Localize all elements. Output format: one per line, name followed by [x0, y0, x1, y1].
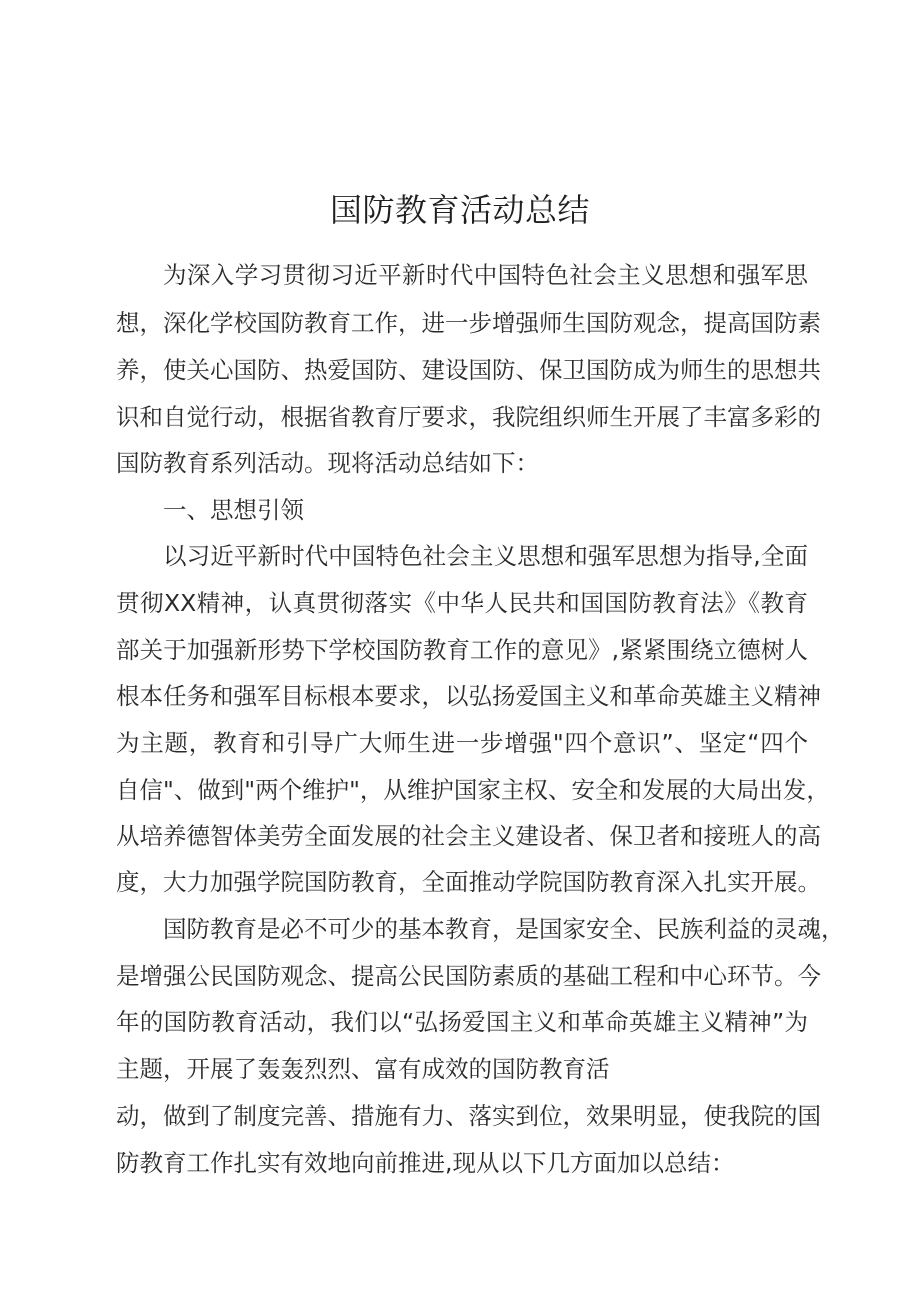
paragraph-line: 动，做到了制度完善、措施有力、落实到位，效果明显，使我院的国	[116, 1102, 821, 1130]
paragraph-line: 是增强公民国防观念、提高公民国防素质的基础工程和中心环节。今	[116, 962, 821, 990]
paragraph-line: 主题，开展了轰轰烈烈、富有成效的国防教育活	[116, 1055, 610, 1083]
paragraph-line: 贯彻XX精神，认真贯彻落实《中华人民共和国国防教育法》《教育	[116, 589, 808, 617]
paragraph-line: 从培养德智体美劳全面发展的社会主义建设者、保卫者和接班人的高	[116, 822, 821, 850]
paragraph-line: 防教育工作扎实有效地向前推进,现从以下几方面加以总结：	[116, 1149, 735, 1177]
section-heading: 一、思想引领	[163, 496, 304, 524]
paragraph-line: 根本任务和强军目标根本要求，以弘扬爱国主义和革命英雄主义精神	[116, 682, 821, 710]
paragraph-line: 年的国防教育活动，我们以“弘扬爱国主义和革命英雄主义精神”为	[116, 1008, 808, 1036]
paragraph-line: 为主题，教育和引导广大师生进一步增强"四个意识”、坚定“四个	[116, 729, 808, 757]
paragraph-line: 识和自觉行动，根据省教育厅要求，我院组织师生开展了丰富多彩的	[116, 403, 821, 431]
paragraph-line: 自信"、做到"两个维护"，从维护国家主权、安全和发展的大局出发，	[116, 776, 830, 804]
paragraph-line: 度，大力加强学院国防教育，全面推动学院国防教育深入扎实开展。	[116, 868, 821, 896]
paragraph-line: 养，使关心国防、热爱国防、建设国防、保卫国防成为师生的思想共	[116, 356, 821, 384]
document-title: 国防教育活动总结	[329, 191, 590, 229]
paragraph-line: 为深入学习贯彻习近平新时代中国特色社会主义思想和强军思	[163, 261, 808, 289]
paragraph-line: 国防教育是必不可少的基本教育，是国家安全、民族利益的灵魂，	[163, 915, 845, 943]
paragraph-line: 想，深化学校国防教育工作，进一步增强师生国防观念，提高国防素	[116, 309, 821, 337]
paragraph-line: 国防教育系列活动。现将活动总结如下：	[116, 449, 539, 477]
paragraph-line: 部关于加强新形势下学校国防教育工作的意见》,紧紧围绕立德树人	[116, 636, 808, 664]
paragraph-line: 以习近平新时代中国特色社会主义思想和强军思想为指导,全面	[163, 542, 808, 570]
